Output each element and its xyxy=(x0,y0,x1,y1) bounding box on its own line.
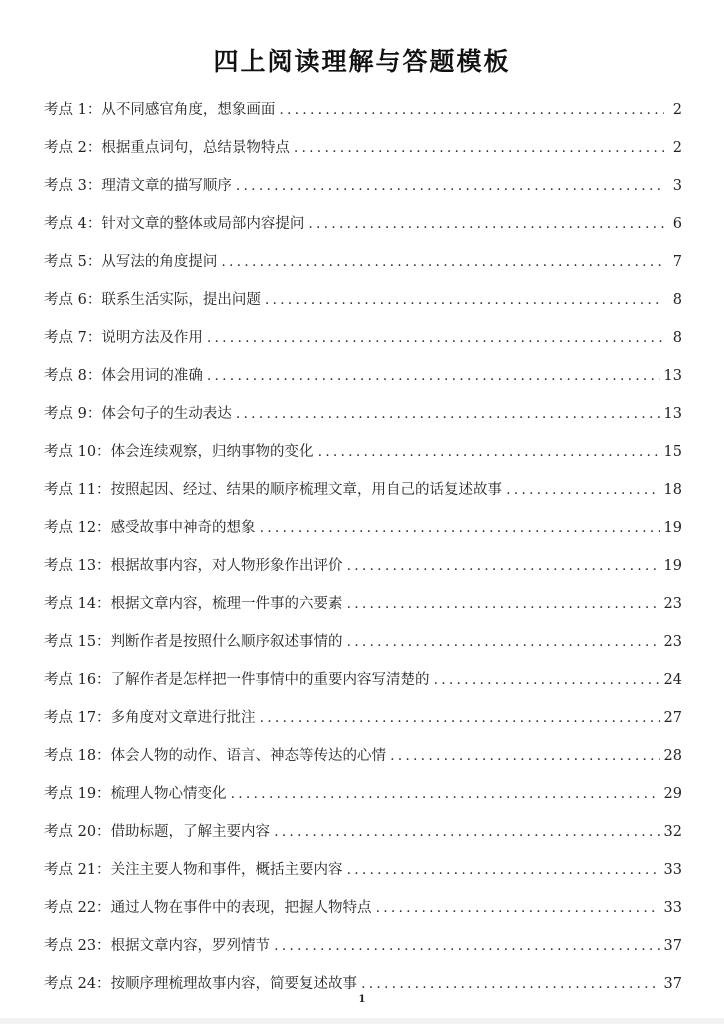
page-bottom-edge xyxy=(0,1018,724,1024)
toc-entry-8[interactable] xyxy=(44,364,682,402)
toc-entry-number: 考点 16： xyxy=(44,672,111,688)
toc-entry-22[interactable] xyxy=(44,896,682,934)
toc-entry-number: 考点 12： xyxy=(44,520,111,536)
dot-leader xyxy=(434,668,660,692)
dot-leader xyxy=(274,934,659,958)
toc-entry-10[interactable] xyxy=(44,440,682,478)
toc-entry-17[interactable] xyxy=(44,706,682,744)
dot-leader xyxy=(390,744,659,768)
dot-leader xyxy=(279,98,664,122)
toc-entry-number: 考点 21： xyxy=(44,862,111,878)
toc-entry-page: 2 xyxy=(672,102,682,118)
toc-entry-page: 8 xyxy=(672,292,682,308)
toc-entry-number: 考点 13： xyxy=(44,558,111,574)
toc-entry-number: 考点 8： xyxy=(44,368,102,384)
toc-entry-title: 从写法的角度提问 xyxy=(101,254,218,270)
document-title: 四上阅读理解与答题模板 xyxy=(213,47,511,76)
dot-leader xyxy=(265,288,664,312)
toc-entry-page: 27 xyxy=(663,710,682,726)
toc-entry-number: 考点 19： xyxy=(44,786,111,802)
toc-entry-11[interactable] xyxy=(44,478,682,516)
toc-entry-number: 考点 11： xyxy=(44,482,111,498)
toc-entry-number: 考点 4： xyxy=(44,216,102,232)
toc-entry-14[interactable] xyxy=(44,592,682,630)
toc-entry-page: 28 xyxy=(663,748,682,764)
toc-entry-title: 感受故事中神奇的想象 xyxy=(110,520,256,536)
toc-entry-title: 体会句子的生动表达 xyxy=(101,406,232,422)
toc-entry-page: 13 xyxy=(663,406,682,422)
dot-leader xyxy=(347,592,660,616)
dot-leader xyxy=(207,364,660,388)
toc-entry-title: 从不同感官角度，想象画面 xyxy=(101,102,276,118)
toc-entry-title: 理清文章的描写顺序 xyxy=(101,178,232,194)
toc-entry-number: 考点 6： xyxy=(44,292,102,308)
dot-leader xyxy=(274,820,659,844)
toc-entry-number: 考点 7： xyxy=(44,330,102,346)
dot-leader xyxy=(294,136,664,160)
toc-entry-number: 考点 10： xyxy=(44,444,111,460)
toc-entry-page: 32 xyxy=(663,824,682,840)
toc-entry-title: 关注主要人物和事件，概括主要内容 xyxy=(110,862,343,878)
toc-entry-page: 33 xyxy=(663,900,682,916)
toc-entry-page: 6 xyxy=(672,216,682,232)
toc-entry-3[interactable] xyxy=(44,174,682,212)
dot-leader xyxy=(260,516,660,540)
toc-entry-number: 考点 22： xyxy=(44,900,111,916)
toc-entry-title: 针对文章的整体或局部内容提问 xyxy=(101,216,305,232)
toc-entry-19[interactable] xyxy=(44,782,682,820)
dot-leader xyxy=(376,896,660,920)
page-number: 1 xyxy=(358,994,366,1005)
toc-entry-23[interactable] xyxy=(44,934,682,972)
toc-entry-page: 19 xyxy=(663,558,682,574)
dot-leader xyxy=(260,706,660,730)
toc-entry-20[interactable] xyxy=(44,820,682,858)
toc-entry-16[interactable] xyxy=(44,668,682,706)
dot-leader xyxy=(347,858,660,882)
toc-entry-title: 通过人物在事件中的表现，把握人物特点 xyxy=(110,900,372,916)
toc-entry-title: 说明方法及作用 xyxy=(101,330,203,346)
toc-entry-number: 考点 9： xyxy=(44,406,102,422)
toc-entry-page: 18 xyxy=(663,482,682,498)
dot-leader xyxy=(308,212,664,236)
toc-entry-title: 根据重点词句，总结景物特点 xyxy=(101,140,290,156)
toc-entry-title: 体会人物的动作、语言、神态等传达的心情 xyxy=(110,748,387,764)
toc-entry-number: 考点 15： xyxy=(44,634,111,650)
toc-entry-page: 23 xyxy=(663,596,682,612)
dot-leader xyxy=(221,250,664,274)
toc-entry-number: 考点 23： xyxy=(44,938,111,954)
toc-entry-9[interactable] xyxy=(44,402,682,440)
dot-leader xyxy=(347,554,660,578)
table-of-contents xyxy=(44,98,682,1010)
toc-entry-page: 23 xyxy=(663,634,682,650)
toc-entry-title: 借助标题，了解主要内容 xyxy=(110,824,271,840)
toc-entry-number: 考点 1： xyxy=(44,102,102,118)
toc-entry-13[interactable] xyxy=(44,554,682,592)
toc-entry-title: 多角度对文章进行批注 xyxy=(110,710,256,726)
toc-entry-1[interactable] xyxy=(44,98,682,136)
toc-entry-page: 13 xyxy=(663,368,682,384)
dot-leader xyxy=(361,972,659,996)
toc-entry-title: 按照起因、经过、结果的顺序梳理文章，用自己的话复述故事 xyxy=(110,482,503,498)
toc-entry-title: 根据文章内容，罗列情节 xyxy=(110,938,271,954)
toc-entry-number: 考点 18： xyxy=(44,748,111,764)
toc-entry-2[interactable] xyxy=(44,136,682,174)
toc-entry-page: 15 xyxy=(663,444,682,460)
toc-entry-21[interactable] xyxy=(44,858,682,896)
dot-leader xyxy=(347,630,660,654)
toc-entry-title: 联系生活实际，提出问题 xyxy=(101,292,261,308)
toc-entry-page: 37 xyxy=(663,938,682,954)
toc-entry-7[interactable] xyxy=(44,326,682,364)
toc-entry-15[interactable] xyxy=(44,630,682,668)
toc-entry-number: 考点 20： xyxy=(44,824,111,840)
toc-entry-title: 根据文章内容，梳理一件事的六要素 xyxy=(110,596,343,612)
toc-entry-page: 7 xyxy=(672,254,682,270)
toc-entry-number: 考点 17： xyxy=(44,710,111,726)
dot-leader xyxy=(236,402,660,426)
toc-entry-number: 考点 24： xyxy=(44,976,111,992)
toc-entry-number: 考点 5： xyxy=(44,254,102,270)
toc-entry-title: 梳理人物心情变化 xyxy=(110,786,227,802)
toc-entry-18[interactable] xyxy=(44,744,682,782)
toc-entry-number: 考点 2： xyxy=(44,140,102,156)
toc-entry-title: 体会用词的准确 xyxy=(101,368,203,384)
toc-entry-page: 8 xyxy=(672,330,682,346)
dot-leader xyxy=(231,782,660,806)
toc-entry-5[interactable] xyxy=(44,250,682,288)
toc-entry-number: 考点 3： xyxy=(44,178,102,194)
toc-entry-12[interactable] xyxy=(44,516,682,554)
toc-entry-page: 29 xyxy=(663,786,682,802)
toc-entry-title: 了解作者是怎样把一件事情中的重要内容写清楚的 xyxy=(110,672,430,688)
toc-entry-page: 19 xyxy=(663,520,682,536)
dot-leader xyxy=(207,326,664,350)
toc-entry-page: 33 xyxy=(663,862,682,878)
toc-entry-title: 体会连续观察，归纳事物的变化 xyxy=(110,444,314,460)
dot-leader xyxy=(318,440,660,464)
toc-entry-title: 根据故事内容，对人物形象作出评价 xyxy=(110,558,343,574)
toc-entry-title: 按顺序理梳理故事内容，简要复述故事 xyxy=(110,976,358,992)
toc-entry-page: 37 xyxy=(663,976,682,992)
toc-entry-page: 2 xyxy=(672,140,682,156)
toc-entry-page: 3 xyxy=(672,178,682,194)
toc-entry-title: 判断作者是按照什么顺序叙述事情的 xyxy=(110,634,343,650)
toc-entry-page: 24 xyxy=(663,672,682,688)
dot-leader xyxy=(506,478,659,502)
toc-entry-6[interactable] xyxy=(44,288,682,326)
toc-entry-4[interactable] xyxy=(44,212,682,250)
toc-entry-number: 考点 14： xyxy=(44,596,111,612)
dot-leader xyxy=(236,174,664,198)
